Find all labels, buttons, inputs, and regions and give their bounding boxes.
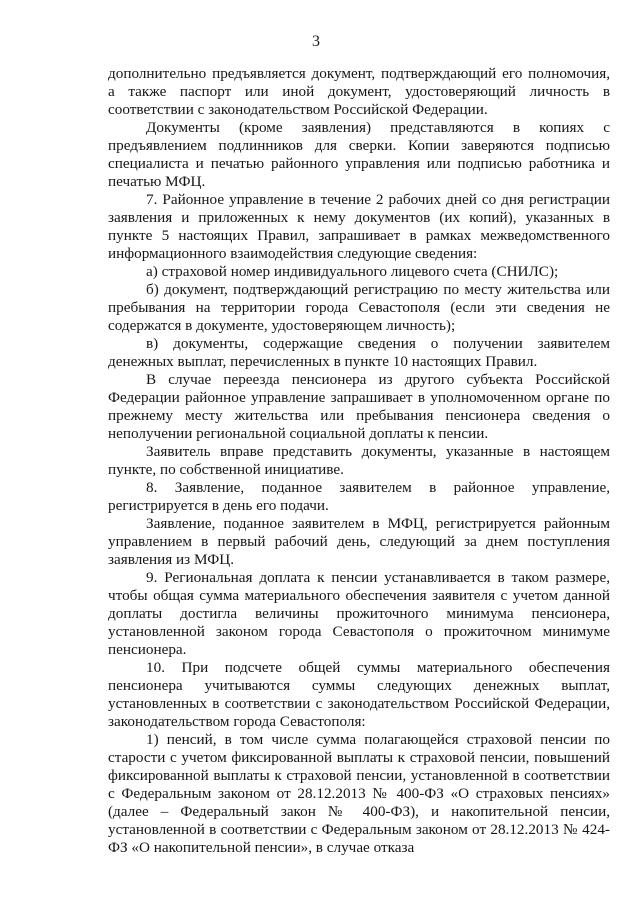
paragraph-item-10: 10. При подсчете общей суммы материального обеспечения пенсионера учитываются суммы следующих денежных выплат, установленных в соответствии с законодательством Российской Федерации, законодательством города Севастополя: [108,659,610,730]
paragraph-item-8: 8. Заявление, поданное заявителем в районное управление, регистрируется в день его подачи. [108,479,610,514]
paragraph-item-10-1: 1) пенсий, в том числе сумма полагающейся страховой пенсии по старости с учетом фиксированной выплаты к страховой пенсии, повышений фиксированной выплаты к страховой пенсии, установленной в соответствии с Федеральным законом от 28.12.2013 № 400-ФЗ «О страховых пенсиях» (далее – Федеральный закон № 400-ФЗ), и накопительной пенсии, установленной в соответствии с Федеральным законом от 28.12.2013 № 424-ФЗ «О накопительной пенсии», в случае отказа [108,731,610,856]
paragraph-continuation: дополнительно предъявляется документ, подтверждающий его полномочия, а также паспорт или иной документ, удостоверяющий личность в соответствии с законодательством Российской Федерации. [108,65,610,118]
paragraph-item-7c: в) документы, содержащие сведения о получении заявителем денежных выплат, перечисленных в пункте 10 настоящих Правил. [108,335,610,370]
paragraph-documents-copies: Документы (кроме заявления) представляются в копиях с предъявлением подлинников для сверки. Копии заверяются подписью специалиста и печатью районного управления или подписью работника и печатью МФЦ. [108,119,610,190]
paragraph-item-7: 7. Районное управление в течение 2 рабочих дней со дня регистрации заявления и приложенных к нему документов (их копий), указанных в пункте 5 настоящих Правил, запрашивает в рамках межведомственного информационного взаимодействия следующие сведения: [108,191,610,262]
paragraph-item-9: 9. Региональная доплата к пенсии устанавливается в таком размере, чтобы общая сумма материального обеспечения заявителя с учетом данной доплаты достигла величины прожиточного минимума пенсионера, установленной законом города Севастополя о прожиточном минимуме пенсионера. [108,569,610,658]
document-body [108,65,610,857]
paragraph-item-7a: а) страховой номер индивидуального лицевого счета (СНИЛС); [146,263,559,280]
paragraph-mfc-registration: Заявление, поданное заявителем в МФЦ, регистрируется районным управлением в первый рабочий день, следующий за днем поступления заявления из МФЦ. [108,515,610,568]
paragraph-relocation: В случае переезда пенсионера из другого субъекта Российской Федерации районное управление запрашивает в уполномоченном органе по прежнему месту жительства или пребывания пенсионера сведения о неполучении региональной социальной доплаты к пенсии. [108,371,610,442]
paragraph-own-initiative: Заявитель вправе представить документы, указанные в настоящем пункте, по собственной инициативе. [108,443,610,478]
paragraph-item-7b: б) документ, подтверждающий регистрацию по месту жительства или пребывания на территории города Севастополя (если эти сведения не содержатся в документе, удостоверяющем личность); [108,281,610,334]
page-number: 3 [312,33,320,50]
